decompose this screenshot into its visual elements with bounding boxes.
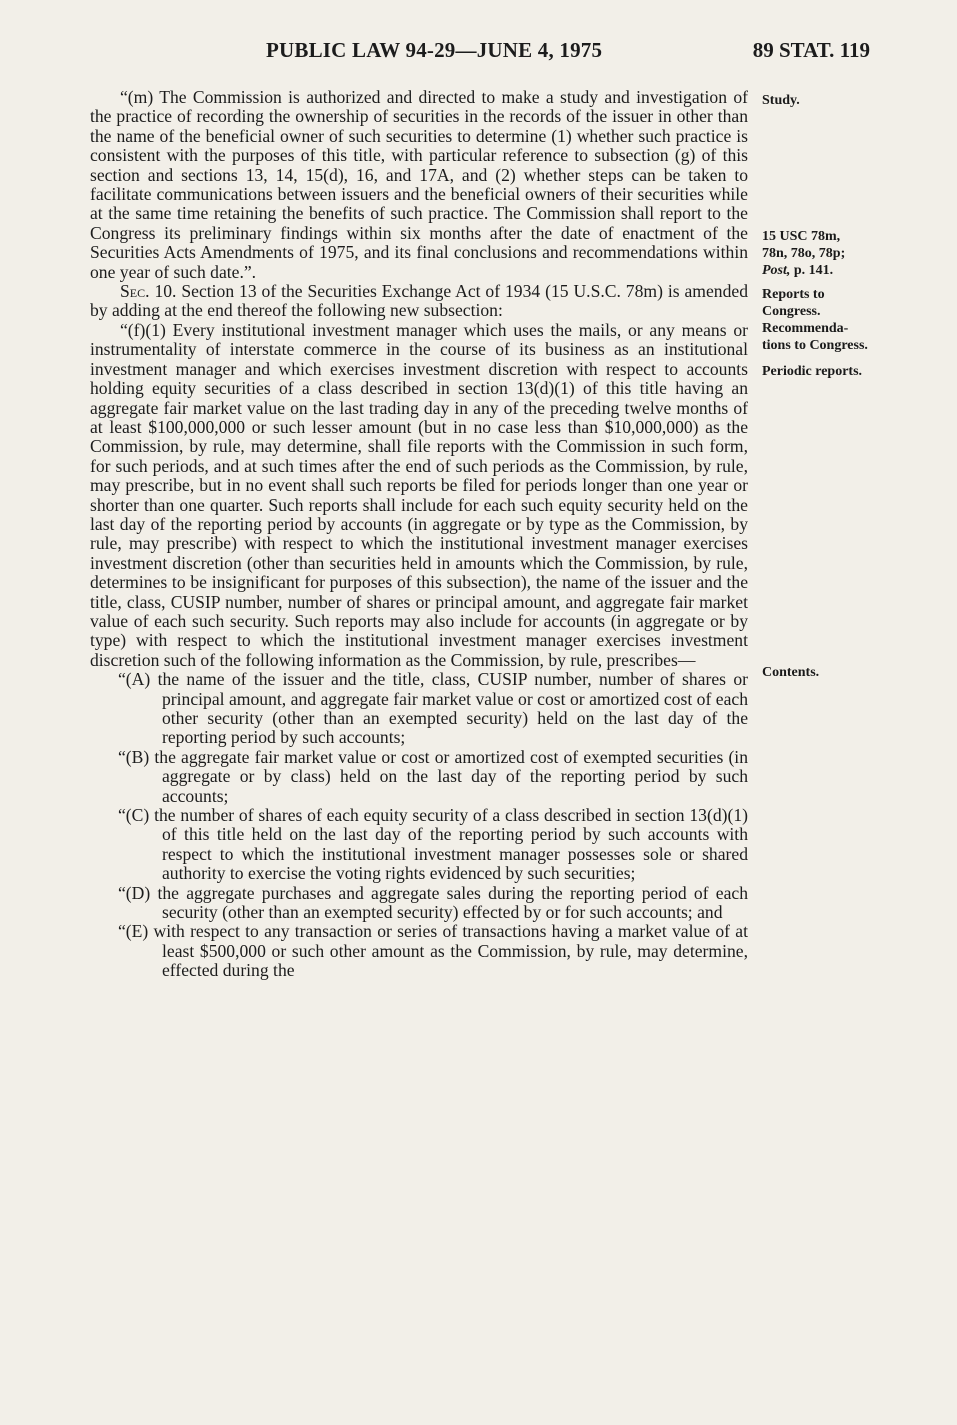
statute-page-number: 89 STAT. 119 bbox=[752, 38, 870, 62]
running-head bbox=[88, 38, 870, 68]
section-10-paragraph bbox=[90, 282, 748, 321]
clause-e: “(E) with respect to any transaction or series of transactions having a market value of at least $500,000 or such other amount as the Commission, by rule, may determine, effected during the bbox=[118, 921, 748, 981]
subsection-f1-paragraph: “(f)(1) Every institutional investment manager which uses the mails, or any means or instrumentality of interstate commerce in the course of its business as an institutional investment manager and which exercises investment discretion with respect to accounts holding equity securities of a class described in section 13(d)(1) of this title having an aggregate fair market value on the last trading day in any of the preceding twelve months of at least $100,000,000 or such lesser amount (but in no case less than $10,000,000) as the Commission, by rule, may determine, shall file reports with the Commission in such form, for such periods, and at such times after the end of such periods as the Commission, by rule, may prescribe, but in no event shall such reports be filed for periods longer than one year or shorter than one quarter. Such reports shall include for each such equity security held on the last day of the reporting period by accounts (in aggregate or by type as the Commission, by rule, may prescribe) with respect to which the institutional investment manager exercises investment discretion (other than securities held in amounts which the Commission, by rule, determines to be insignificant for purposes of this subsection), the name of the issuer and the title, class, CUSIP number, number of shares or principal amount, and aggregate fair market value of each such security. Such reports may also include for accounts (in aggregate or by type) with respect to which the institutional investment manager exercises investment discretion such of the following information as the Commission, by rule, prescribes— bbox=[90, 319, 748, 670]
margin-note-contents bbox=[762, 664, 912, 681]
contents-text: Contents. bbox=[762, 665, 820, 680]
usc-line-3 bbox=[762, 262, 912, 279]
subsection-m-paragraph: “(m) The Commission is authorized and directed to make a study and investigation of the practice of recording the ownership of securities in the records of the issuer in other than the name of the beneficial owner of such securities to determine (1) whether such practice is consistent with the purposes of this title, with particular reference to subsection (g) of this section and sections 13, 14, 15(d), 16, and 17A, and (2) whether steps can be taken to facilitate communications between issuers and the beneficial owners of their securities while at the same time retaining the benefits of such practice. The Commission shall report to the Congress its preliminary findings within six months after the date of enactment of the Securities Acts Amendments of 1975, and its final conclusions and recommendations within one year of such date.”. bbox=[90, 87, 748, 282]
margin-note-study bbox=[762, 92, 912, 109]
usc-line-2: 78n, 78o, 78p; bbox=[762, 246, 846, 261]
recommend-line-2: tions to Congress. bbox=[762, 338, 868, 353]
clause-b: “(B) the aggregate fair market value or cost or amortized cost of exempted securities (in aggregate or by class) held on the last day of the reporting period by such accounts; bbox=[118, 746, 748, 806]
reports-line-1: Reports to bbox=[762, 287, 825, 302]
usc-post: Post, bbox=[762, 263, 791, 278]
section-label: Sec. bbox=[120, 281, 150, 302]
margin-note-study-text: Study. bbox=[762, 93, 800, 108]
reports-line-2: Congress. bbox=[762, 304, 821, 319]
usc-page: p. 141. bbox=[790, 263, 834, 278]
clause-a: “(A) the name of the issuer and the title, class, CUSIP number, number of shares or principal amount, and aggregate fair market value or cost or amortized cost of each other security (other than an exempted security) held on the last day of the reporting period by such accounts; bbox=[118, 669, 748, 748]
periodic-text: Periodic reports. bbox=[762, 364, 863, 379]
body-text bbox=[90, 88, 748, 981]
recommend-line-1: Recommenda- bbox=[762, 321, 849, 336]
clause-d: “(D) the aggregate purchases and aggregate sales during the reporting period of each security (other than an exempted security) effected by or for such accounts; and bbox=[118, 882, 748, 923]
margin-note-reports bbox=[762, 286, 912, 354]
margin-note-usc bbox=[762, 228, 912, 279]
page-title: PUBLIC LAW 94-29—JUNE 4, 1975 bbox=[266, 38, 603, 62]
clause-c: “(C) the number of shares of each equity security of a class described in section 13(d)(1) of this title held on the last day of the reporting period by such accounts with respect to which the institutional investment manager possesses sole or shared authority to exercise the voting rights evidenced by such securities; bbox=[118, 805, 748, 884]
usc-line-1: 15 USC 78m, bbox=[762, 229, 841, 244]
section-10-text: 10. Section 13 of the Securities Exchange Act of 1934 (15 U.S.C. 78m) is amended by adding at the end thereof the following new subsection: bbox=[90, 281, 748, 321]
margin-note-periodic bbox=[762, 363, 912, 380]
